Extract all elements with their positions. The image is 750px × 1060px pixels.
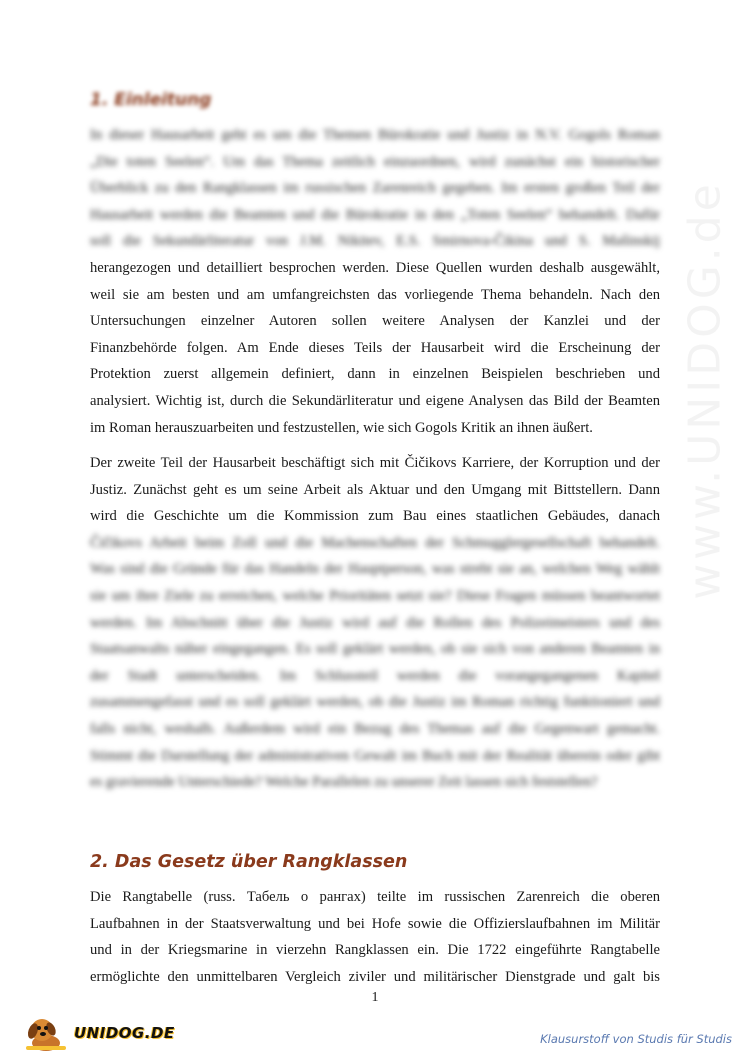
text-line: werden. Im Abschnitt über die Justiz wird auf die Rollen des Polizeimeisters und des bbox=[90, 614, 660, 631]
section-1-heading: 1. Einleitung bbox=[90, 90, 212, 110]
text-line: Hausarbeit werden die Beamten und die Bürokratie in den „Toten Seelen“ behandelt. Dafür bbox=[90, 206, 660, 223]
section-2-paragraph-1 bbox=[90, 884, 660, 990]
text-line: es gravierende Unterschiede? Welche Parallelen zu unserer Zeit lassen sich feststellen? bbox=[90, 774, 598, 791]
text-line: der Stadt unterscheiden. Im Schlussteil werden die vorangegangenen Kapitel bbox=[90, 667, 660, 684]
section-1-paragraph-2 bbox=[90, 450, 660, 796]
dog-mascot-icon bbox=[22, 1013, 72, 1053]
text-line: weil sie am besten und am umfangreichsten das vorliegende Thema behandeln. Nach den bbox=[90, 286, 660, 303]
text-line: Laufbahnen in der Staatsverwaltung und bei Hofe sowie die Offizierslaufbahnen im Militär bbox=[90, 915, 660, 932]
text-line: Die Rangtabelle (russ. Табель о рангах) teilte im russischen Zarenreich die oberen bbox=[90, 889, 660, 905]
section-2-heading: 2. Das Gesetz über Rangklassen bbox=[90, 852, 408, 872]
text-line: zusammengefasst und es soll geklärt werden, ob die Justiz im Roman richtig funktioniert und bbox=[90, 694, 660, 711]
text-line: und in der Kriegsmarine in vierzehn Rangklassen ein. Die 1722 eingeführte Rangtabelle bbox=[90, 942, 660, 959]
text-line: In dieser Hausarbeit geht es um die Themen Bürokratie und Justiz in N.V. Gogols Roman bbox=[90, 127, 660, 143]
text-line: Justiz. Zunächst geht es um seine Arbeit als Aktuar und den Umgang mit Bittstellern. Dann bbox=[90, 481, 660, 498]
text-line: analysiert. Wichtig ist, durch die Sekundärliteratur und eigene Analysen das Bild der Beamten bbox=[90, 392, 660, 409]
logo-text: UNIDOG.DE bbox=[74, 1024, 175, 1042]
text-line: Staatsanwalts näher eingegangen. Es soll geklärt werden, ob sie sich von anderen Beamten in bbox=[90, 641, 660, 658]
text-line: Stimmt die Darstellung der administrativen Gewalt im Buch mit der Realität überein oder gibt bbox=[90, 747, 660, 764]
unidog-logo[interactable] bbox=[22, 1013, 175, 1053]
text-line: Čičikovs Arbeit beim Zoll und die Machenschaften der Schmugglergesellschaft behandelt. bbox=[90, 534, 660, 551]
text-line: sie um ihre Ziele zu erreichen, welche Prioritäten setzt sie? Diese Fragen müssen beantwortet bbox=[90, 587, 660, 604]
text-line: „Die toten Seelen“. Um das Thema zeitlich einzuordnen, wird zunächst ein historischer bbox=[90, 153, 660, 170]
text-line: Untersuchungen einzelner Autoren sollen weitere Analysen der Kanzlei und der bbox=[90, 313, 660, 330]
text-line: soll die Sekundärliteratur von J.M. Nikitev, E.S. Smirnova-Čikina und S. Mašinskij bbox=[90, 233, 660, 250]
text-line: Finanzbehörde folgen. Am Ende dieses Teils der Hausarbeit wird die Erscheinung der bbox=[90, 339, 660, 356]
text-line: im Roman herauszuarbeiten und festzustellen, wie sich Gogols Kritik an ihnen äußert. bbox=[90, 419, 593, 436]
section-1-paragraph-1 bbox=[90, 122, 660, 441]
text-line: Protektion zuerst allgemein definiert, dann in einzelnen Beispielen beschrieben und bbox=[90, 366, 660, 383]
text-line: Der zweite Teil der Hausarbeit beschäftigt sich mit Čičikovs Karriere, der Korruption und der bbox=[90, 455, 660, 471]
text-line: wird die Geschichte um die Kommission zum Bau eines staatlichen Gebäudes, danach bbox=[90, 508, 660, 525]
text-line: Überblick zu den Rangklassen im russischen Zarenreich gegeben. Im ersten großen Teil der bbox=[90, 180, 660, 197]
text-line: falls nicht, weshalb. Außerdem wird ein Bezug des Themas auf die Gegenwart gemacht. bbox=[90, 720, 660, 737]
footer-tagline: Klausurstoff von Studis für Studis bbox=[540, 1032, 732, 1046]
text-line: Was sind die Gründe für das Handeln der Hauptperson, was strebt sie an, welchen Weg wählt bbox=[90, 561, 660, 578]
watermark: www.UNIDOG.de bbox=[679, 180, 731, 600]
page-number: 1 bbox=[371, 990, 379, 1005]
text-line: herangezogen und detailliert besprochen werden. Diese Quellen wurden deshalb ausgewählt, bbox=[90, 259, 660, 276]
text-line: ermöglichte den unmittelbaren Vergleich ziviler und militärischer Dienstgrade und galt bis bbox=[90, 968, 660, 985]
